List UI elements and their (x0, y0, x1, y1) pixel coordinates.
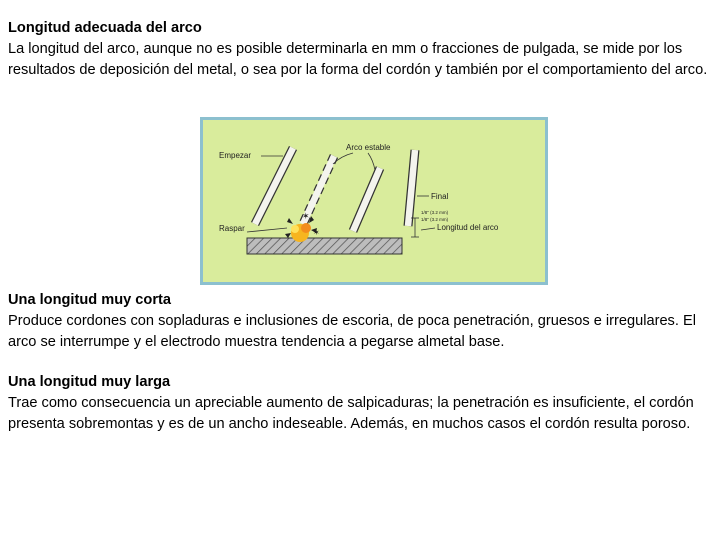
label-dim-1: 1/8" (3.2 mm) (421, 210, 449, 215)
electrode-stable (353, 168, 380, 231)
arc-length-diagram (200, 117, 548, 285)
label-empezar: Empezar (219, 151, 252, 160)
label-dim-2: 1/8" (3.2 mm) (421, 217, 449, 222)
arc-length-illustration (203, 120, 545, 282)
section-paragraph: La longitud del arco, aunque no es posible determinarla en mm o fracciones de pulgada, se mide por los resultados de deposición del metal, o sea por la forma del cordón y también por el comportamiento del arco. (8, 41, 708, 78)
label-arco-estable: Arco estable (346, 143, 391, 152)
svg-text:✶: ✶ (302, 211, 310, 221)
label-raspar: Raspar (219, 224, 245, 233)
section-heading: Una longitud muy larga (8, 374, 171, 390)
section-longitud-larga (8, 372, 714, 435)
base-metal-plate (247, 238, 402, 254)
electrode-start (255, 148, 293, 224)
section-longitud-corta (8, 290, 714, 353)
section-paragraph: Produce cordones con sopladuras e inclusiones de escoria, de poca penetración, gruesos e irregulares. El arco se interrumpe y el electrodo muestra tendencia a pegarse almetal base. (8, 313, 696, 350)
section-paragraph: Trae como consecuencia un apreciable aumento de salpicaduras; la penetración es insuficiente, el cordón presenta sobremontas y es de un ancho indeseable. Además, en muchos casos el cordón resulta poroso. (8, 395, 694, 432)
svg-text:✶: ✶ (313, 228, 320, 237)
label-longitud-arco: Longitud del arco (437, 223, 499, 232)
label-final: Final (431, 192, 449, 201)
section-heading: Una longitud muy corta (8, 292, 171, 308)
scratch-sparks (285, 211, 320, 242)
section-heading: Longitud adecuada del arco (8, 20, 202, 36)
electrode-final (408, 150, 415, 226)
arco-estable-pointers (333, 153, 375, 170)
section-longitud-adecuada (8, 18, 714, 81)
raspar-pointer (247, 228, 287, 232)
